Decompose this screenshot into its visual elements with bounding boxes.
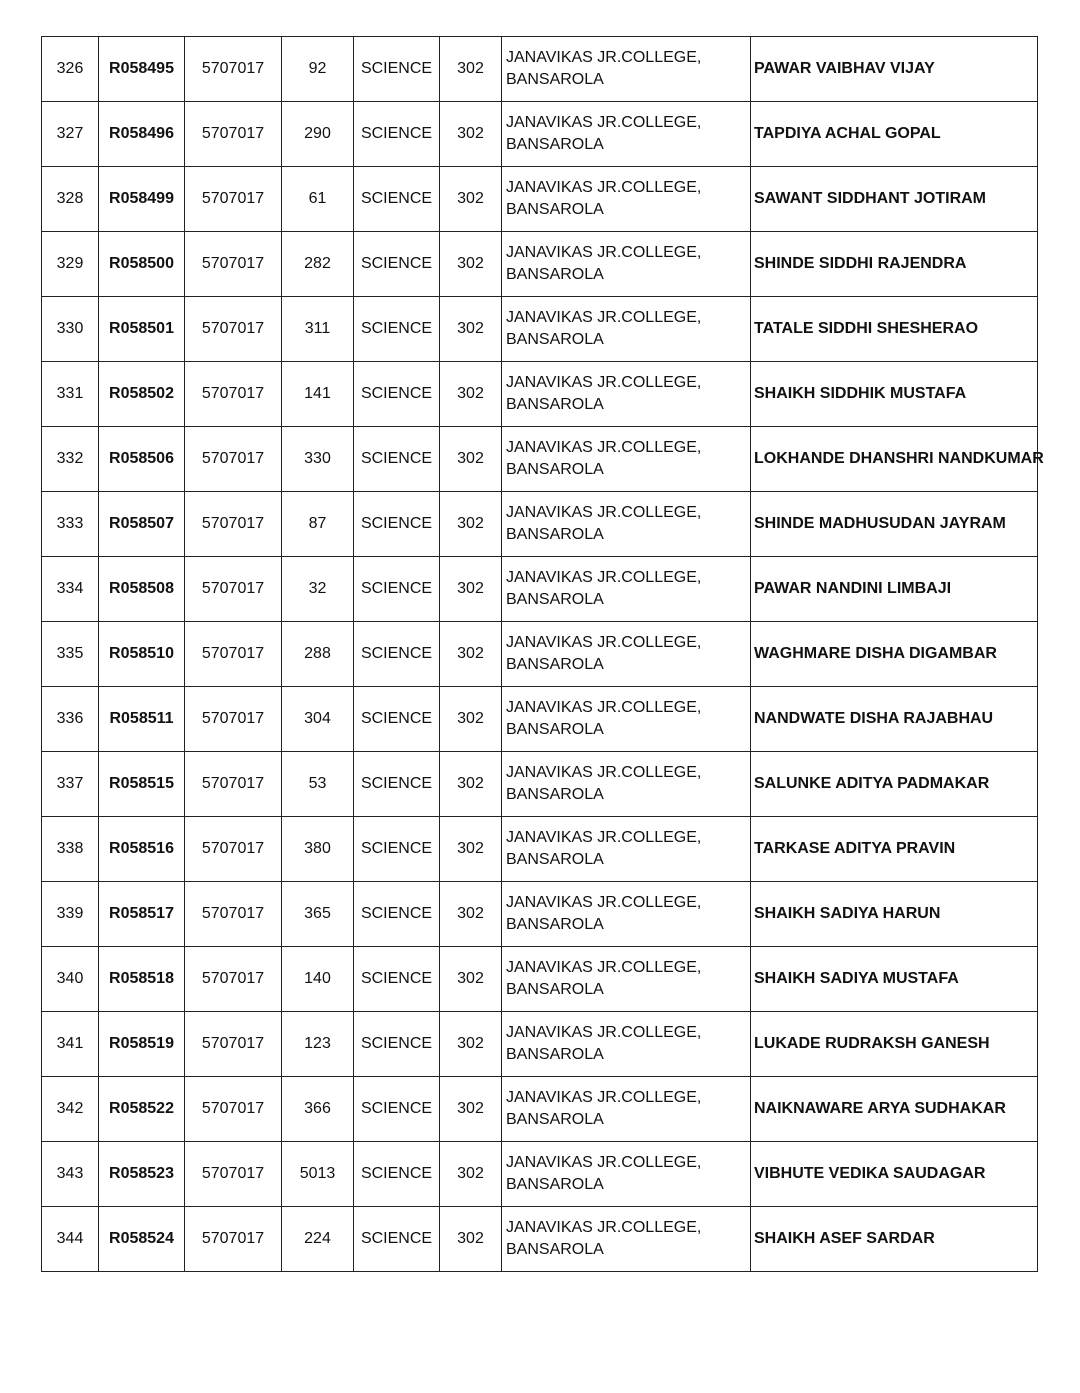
stream-cell: SCIENCE [354,557,440,622]
college-name-cell [502,557,751,622]
college-name-line1: JANAVIKAS JR.COLLEGE, [506,569,702,586]
center-code-cell: 302 [440,1012,502,1077]
college-name-line1: JANAVIKAS JR.COLLEGE, [506,699,702,716]
serial-number-cell: 327 [42,102,99,167]
college-name-cell [502,427,751,492]
college-name-line2: BANSAROLA [506,851,604,868]
college-name-line1: JANAVIKAS JR.COLLEGE, [506,959,702,976]
stream-cell: SCIENCE [354,882,440,947]
center-code-cell: 302 [440,557,502,622]
college-name-line1: JANAVIKAS JR.COLLEGE, [506,1154,702,1171]
college-name-line2: BANSAROLA [506,71,604,88]
roll-number-cell: R058511 [99,687,185,752]
college-name-line2: BANSAROLA [506,201,604,218]
college-code-cell: 5707017 [185,1012,282,1077]
college-name-cell [502,687,751,752]
serial-number-cell: 337 [42,752,99,817]
college-name-line2: BANSAROLA [506,981,604,998]
roll-number-cell: R058500 [99,232,185,297]
college-code-cell: 5707017 [185,102,282,167]
table-row [42,1077,1038,1142]
serial-number-cell: 343 [42,1142,99,1207]
table-row [42,167,1038,232]
stream-cell: SCIENCE [354,102,440,167]
center-code-cell: 302 [440,1207,502,1272]
stream-cell: SCIENCE [354,1077,440,1142]
serial-number-cell: 335 [42,622,99,687]
college-name-line2: BANSAROLA [506,396,604,413]
college-name-line2: BANSAROLA [506,461,604,478]
seat-number-cell: 380 [282,817,354,882]
stream-cell: SCIENCE [354,687,440,752]
center-code-cell: 302 [440,297,502,362]
serial-number-cell: 338 [42,817,99,882]
center-code-cell: 302 [440,37,502,102]
college-name-cell [502,752,751,817]
serial-number-cell: 341 [42,1012,99,1077]
college-name-line1: JANAVIKAS JR.COLLEGE, [506,374,702,391]
table-row [42,1207,1038,1272]
table-body [42,37,1044,1272]
serial-number-cell: 331 [42,362,99,427]
stream-cell: SCIENCE [354,492,440,557]
center-code-cell: 302 [440,427,502,492]
college-name-line1: JANAVIKAS JR.COLLEGE, [506,439,702,456]
serial-number-cell: 328 [42,167,99,232]
college-code-cell: 5707017 [185,37,282,102]
center-code-cell: 302 [440,752,502,817]
center-code-cell: 302 [440,817,502,882]
roll-number-cell: R058502 [99,362,185,427]
seat-number-cell: 224 [282,1207,354,1272]
college-name-cell [502,1142,751,1207]
table-row [42,297,1038,362]
college-code-cell: 5707017 [185,167,282,232]
center-code-cell: 302 [440,167,502,232]
college-name-cell [502,622,751,687]
serial-number-cell: 336 [42,687,99,752]
roll-number-cell: R058496 [99,102,185,167]
college-code-cell: 5707017 [185,1207,282,1272]
college-code-cell: 5707017 [185,817,282,882]
stream-cell: SCIENCE [354,947,440,1012]
college-code-cell: 5707017 [185,752,282,817]
student-name-cell: SHINDE SIDDHI RAJENDRA [751,232,1038,297]
roll-number-cell: R058508 [99,557,185,622]
college-name-line2: BANSAROLA [506,721,604,738]
roll-number-cell: R058499 [99,167,185,232]
college-name-line2: BANSAROLA [506,331,604,348]
college-name-line2: BANSAROLA [506,916,604,933]
table-row [42,37,1038,102]
table-row [42,752,1038,817]
seat-number-cell: 311 [282,297,354,362]
table-row [42,362,1038,427]
table-row [42,622,1038,687]
center-code-cell: 302 [440,687,502,752]
student-name-cell: NANDWATE DISHA RAJABHAU [751,687,1038,752]
center-code-cell: 302 [440,882,502,947]
college-code-cell: 5707017 [185,362,282,427]
center-code-cell: 302 [440,622,502,687]
stream-cell: SCIENCE [354,1012,440,1077]
college-name-cell [502,1077,751,1142]
table-row [42,687,1038,752]
student-name-cell: TARKASE ADITYA PRAVIN [751,817,1038,882]
seat-number-cell: 123 [282,1012,354,1077]
college-code-cell: 5707017 [185,297,282,362]
stream-cell: SCIENCE [354,362,440,427]
student-name-cell: NAIKNAWARE ARYA SUDHAKAR [751,1077,1038,1142]
college-name-line2: BANSAROLA [506,591,604,608]
stream-cell: SCIENCE [354,752,440,817]
table-row [42,427,1038,492]
college-name-cell [502,1207,751,1272]
seat-number-cell: 141 [282,362,354,427]
college-name-line2: BANSAROLA [506,656,604,673]
college-name-line1: JANAVIKAS JR.COLLEGE, [506,829,702,846]
roll-number-cell: R058518 [99,947,185,1012]
serial-number-cell: 330 [42,297,99,362]
college-name-cell [502,362,751,427]
college-name-cell [502,1012,751,1077]
roll-number-cell: R058522 [99,1077,185,1142]
seat-number-cell: 32 [282,557,354,622]
college-name-cell [502,882,751,947]
seat-number-cell: 282 [282,232,354,297]
stream-cell: SCIENCE [354,297,440,362]
roll-number-cell: R058507 [99,492,185,557]
seat-number-cell: 304 [282,687,354,752]
seat-number-cell: 330 [282,427,354,492]
college-name-line1: JANAVIKAS JR.COLLEGE, [506,634,702,651]
college-code-cell: 5707017 [185,882,282,947]
stream-cell: SCIENCE [354,817,440,882]
college-name-line1: JANAVIKAS JR.COLLEGE, [506,179,702,196]
table-row [42,882,1038,947]
college-name-line1: JANAVIKAS JR.COLLEGE, [506,244,702,261]
stream-cell: SCIENCE [354,622,440,687]
seat-number-cell: 92 [282,37,354,102]
stream-cell: SCIENCE [354,232,440,297]
college-name-line2: BANSAROLA [506,1241,604,1258]
college-code-cell: 5707017 [185,492,282,557]
college-code-cell: 5707017 [185,622,282,687]
table-row [42,232,1038,297]
center-code-cell: 302 [440,362,502,427]
seat-number-cell: 365 [282,882,354,947]
table-row [42,557,1038,622]
college-name-line1: JANAVIKAS JR.COLLEGE, [506,309,702,326]
seat-number-cell: 53 [282,752,354,817]
seat-number-cell: 5013 [282,1142,354,1207]
college-name-line2: BANSAROLA [506,136,604,153]
college-code-cell: 5707017 [185,557,282,622]
table-row [42,492,1038,557]
serial-number-cell: 332 [42,427,99,492]
college-name-line1: JANAVIKAS JR.COLLEGE, [506,114,702,131]
roll-number-cell: R058515 [99,752,185,817]
college-name-cell [502,232,751,297]
center-code-cell: 302 [440,1142,502,1207]
seat-number-cell: 61 [282,167,354,232]
roll-number-cell: R058495 [99,37,185,102]
serial-number-cell: 342 [42,1077,99,1142]
serial-number-cell: 333 [42,492,99,557]
college-name-line2: BANSAROLA [506,526,604,543]
center-code-cell: 302 [440,102,502,167]
college-code-cell: 5707017 [185,232,282,297]
student-name-cell: LUKADE RUDRAKSH GANESH [751,1012,1038,1077]
serial-number-cell: 334 [42,557,99,622]
college-name-cell [502,102,751,167]
stream-cell: SCIENCE [354,37,440,102]
college-name-line2: BANSAROLA [506,1111,604,1128]
roll-number-cell: R058524 [99,1207,185,1272]
stream-cell: SCIENCE [354,427,440,492]
college-name-line1: JANAVIKAS JR.COLLEGE, [506,764,702,781]
roll-number-cell: R058506 [99,427,185,492]
table-row [42,1142,1038,1207]
table-row [42,1012,1038,1077]
roll-number-cell: R058517 [99,882,185,947]
student-list-table [41,36,1044,1272]
table-row [42,947,1038,1012]
seat-number-cell: 87 [282,492,354,557]
college-name-line1: JANAVIKAS JR.COLLEGE, [506,504,702,521]
student-name-cell: SHINDE MADHUSUDAN JAYRAM [751,492,1038,557]
college-name-line1: JANAVIKAS JR.COLLEGE, [506,1219,702,1236]
college-name-line2: BANSAROLA [506,266,604,283]
student-name-cell: SHAIKH SADIYA MUSTAFA [751,947,1038,1012]
student-name-cell: VIBHUTE VEDIKA SAUDAGAR [751,1142,1038,1207]
roll-number-cell: R058510 [99,622,185,687]
college-name-line1: JANAVIKAS JR.COLLEGE, [506,894,702,911]
college-code-cell: 5707017 [185,427,282,492]
table-row [42,102,1038,167]
student-name-cell: WAGHMARE DISHA DIGAMBAR [751,622,1038,687]
student-name-cell: TAPDIYA ACHAL GOPAL [751,102,1038,167]
serial-number-cell: 326 [42,37,99,102]
student-name-cell: SAWANT SIDDHANT JOTIRAM [751,167,1038,232]
college-name-line2: BANSAROLA [506,1046,604,1063]
student-name-cell: TATALE SIDDHI SHESHERAO [751,297,1038,362]
college-name-line1: JANAVIKAS JR.COLLEGE, [506,49,702,66]
roll-number-cell: R058519 [99,1012,185,1077]
college-name-cell [502,37,751,102]
stream-cell: SCIENCE [354,1207,440,1272]
college-name-cell [502,492,751,557]
student-name-cell: PAWAR NANDINI LIMBAJI [751,557,1038,622]
college-code-cell: 5707017 [185,1142,282,1207]
center-code-cell: 302 [440,492,502,557]
center-code-cell: 302 [440,1077,502,1142]
serial-number-cell: 329 [42,232,99,297]
student-name-cell: SHAIKH ASEF SARDAR [751,1207,1038,1272]
college-code-cell: 5707017 [185,687,282,752]
stream-cell: SCIENCE [354,167,440,232]
seat-number-cell: 288 [282,622,354,687]
student-name-cell: SALUNKE ADITYA PADMAKAR [751,752,1038,817]
college-name-cell [502,167,751,232]
roll-number-cell: R058501 [99,297,185,362]
center-code-cell: 302 [440,947,502,1012]
seat-number-cell: 366 [282,1077,354,1142]
college-name-line1: JANAVIKAS JR.COLLEGE, [506,1089,702,1106]
college-name-cell [502,947,751,1012]
college-name-line2: BANSAROLA [506,786,604,803]
seat-number-cell: 290 [282,102,354,167]
college-code-cell: 5707017 [185,1077,282,1142]
table-row [42,817,1038,882]
serial-number-cell: 339 [42,882,99,947]
college-name-cell [502,817,751,882]
roll-number-cell: R058523 [99,1142,185,1207]
stream-cell: SCIENCE [354,1142,440,1207]
student-name-cell: LOKHANDE DHANSHRI NANDKUMAR [751,427,1038,492]
college-name-cell [502,297,751,362]
serial-number-cell: 344 [42,1207,99,1272]
roll-number-cell: R058516 [99,817,185,882]
college-name-line1: JANAVIKAS JR.COLLEGE, [506,1024,702,1041]
student-name-cell: SHAIKH SADIYA HARUN [751,882,1038,947]
student-name-cell: PAWAR VAIBHAV VIJAY [751,37,1038,102]
center-code-cell: 302 [440,232,502,297]
student-name-cell: SHAIKH SIDDHIK MUSTAFA [751,362,1038,427]
college-name-line2: BANSAROLA [506,1176,604,1193]
college-code-cell: 5707017 [185,947,282,1012]
seat-number-cell: 140 [282,947,354,1012]
serial-number-cell: 340 [42,947,99,1012]
